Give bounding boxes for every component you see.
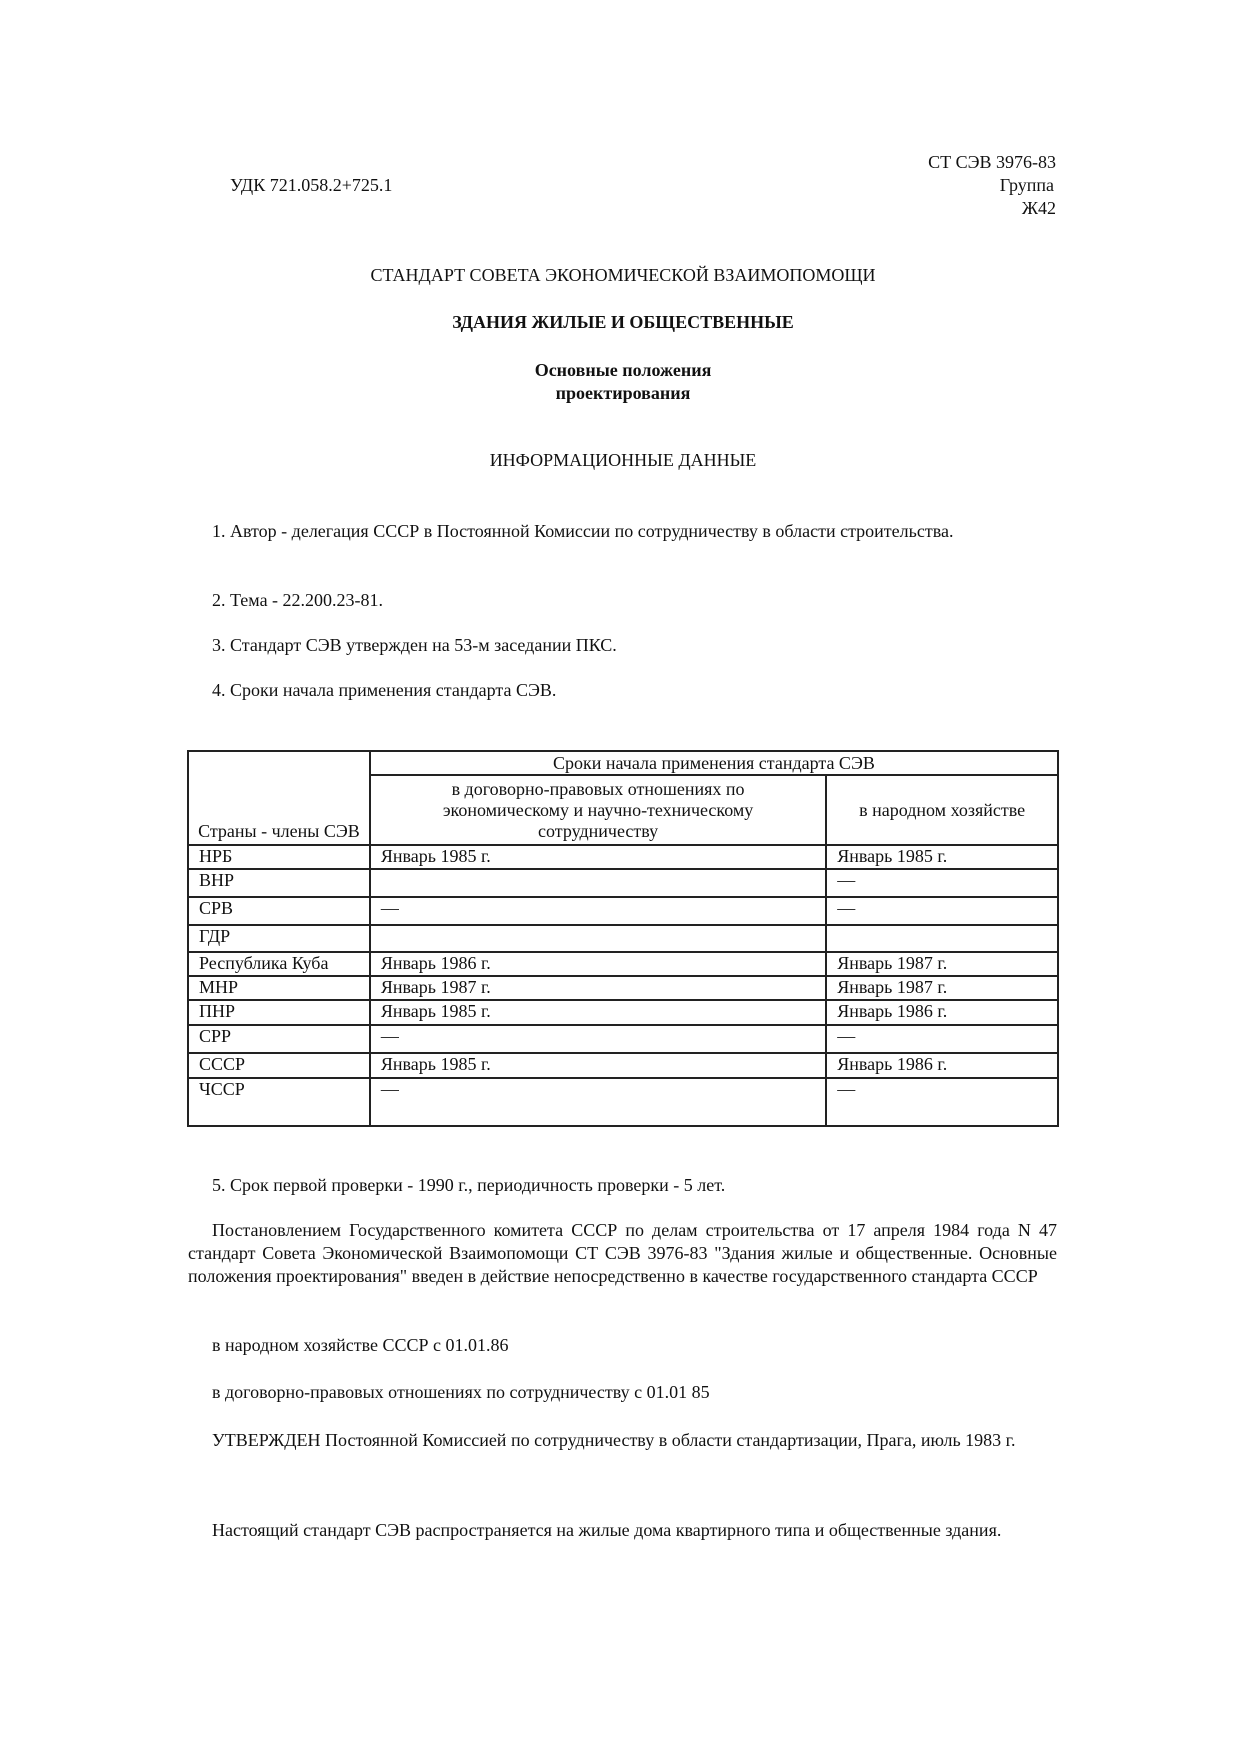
application-terms-table <box>187 750 1059 1127</box>
cell-contract: Январь 1985 г. <box>370 1053 826 1078</box>
header-country: Страны - члены СЭВ <box>188 751 370 845</box>
table-row <box>188 1078 1058 1126</box>
section-title: ИНФОРМАЦИОННЫЕ ДАННЫЕ <box>489 450 757 470</box>
cell-country: СРВ <box>188 897 370 925</box>
cell-contract <box>370 925 826 952</box>
decree-paragraph: Постановлением Государственного комитета СССР по делам строительства от 17 апреля 1984 года N 47 стандарт Совета Экономической Взаимопомощи СТ СЭВ 3976-83 "Здания жилые и общественные. Основные положения проектирования" введен в действие непосредственно в качестве государственного стандарта СССР <box>188 1220 1057 1286</box>
contract-date: в договорно-правовых отношениях по сотрудничеству с 01.01 85 <box>212 1382 710 1402</box>
scope-paragraph: Настоящий стандарт СЭВ распространяется на жилые дома квартирного типа и общественные здания. <box>212 1520 1002 1540</box>
table-row <box>188 1000 1058 1025</box>
cell-country: ГДР <box>188 925 370 952</box>
cell-economy: Январь 1987 г. <box>826 976 1058 1000</box>
cell-economy: — <box>826 869 1058 897</box>
cell-economy <box>826 925 1058 952</box>
cell-country: СРР <box>188 1025 370 1053</box>
table-row <box>188 952 1058 976</box>
cell-contract: — <box>370 1078 826 1126</box>
cell-economy: Январь 1986 г. <box>826 1000 1058 1025</box>
table-row <box>188 869 1058 897</box>
standard-code: СТ СЭВ 3976-83 <box>928 152 1056 172</box>
cell-country: СССР <box>188 1053 370 1078</box>
cell-country: МНР <box>188 976 370 1000</box>
cell-contract: Январь 1985 г. <box>370 1000 826 1025</box>
document-subtitle <box>188 359 1058 405</box>
subtitle-line-2: проектирования <box>555 383 691 403</box>
item-3: 3. Стандарт СЭВ утвержден на 53-м заседании ПКС. <box>212 635 617 655</box>
cell-economy: — <box>826 897 1058 925</box>
cell-country: ВНР <box>188 869 370 897</box>
economy-date: в народном хозяйстве СССР с 01.01.86 <box>212 1335 509 1355</box>
approved-paragraph: УТВЕРЖДЕН Постоянной Комиссией по сотрудничеству в области стандартизации, Прага, июль 1983 г. <box>212 1430 1016 1450</box>
cell-contract <box>370 869 826 897</box>
cell-economy: — <box>826 1078 1058 1126</box>
table-row <box>188 1053 1058 1078</box>
cell-economy: Январь 1985 г. <box>826 845 1058 869</box>
group-label: Группа <box>999 175 1054 195</box>
cell-economy: — <box>826 1025 1058 1053</box>
cell-contract: — <box>370 1025 826 1053</box>
item-5: 5. Срок первой проверки - 1990 г., периодичность проверки - 5 лет. <box>212 1175 726 1195</box>
header-group: Сроки начала применения стандарта СЭВ <box>370 751 1058 775</box>
subtitle-line-1: Основные положения <box>534 360 712 380</box>
cell-country: ПНР <box>188 1000 370 1025</box>
cell-contract: Январь 1985 г. <box>370 845 826 869</box>
item-2: 2. Тема - 22.200.23-81. <box>212 590 384 610</box>
table-row <box>188 925 1058 952</box>
cell-contract: Январь 1987 г. <box>370 976 826 1000</box>
header-contract: в договорно-правовых отношениях по экономическому и научно-техническому сотрудничеству <box>370 775 826 845</box>
cell-economy: Январь 1987 г. <box>826 952 1058 976</box>
cell-country: ЧССР <box>188 1078 370 1126</box>
cell-contract: — <box>370 897 826 925</box>
cell-country: Республика Куба <box>188 952 370 976</box>
standard-code-block <box>928 151 1056 220</box>
item-4: 4. Сроки начала применения стандарта СЭВ. <box>212 680 557 700</box>
item-1: 1. Автор - делегация СССР в Постоянной Комиссии по сотрудничеству в области строительства. <box>212 521 954 541</box>
header-economy: в народном хозяйстве <box>826 775 1058 845</box>
table-row <box>188 1025 1058 1053</box>
udk-code: УДК 721.058.2+725.1 <box>230 175 393 195</box>
cell-country: НРБ <box>188 845 370 869</box>
cell-economy: Январь 1986 г. <box>826 1053 1058 1078</box>
table-row <box>188 845 1058 869</box>
cell-contract: Январь 1986 г. <box>370 952 826 976</box>
group-code: Ж42 <box>1021 198 1056 218</box>
table-row <box>188 976 1058 1000</box>
document-title: ЗДАНИЯ ЖИЛЫЕ И ОБЩЕСТВЕННЫЕ <box>452 312 794 332</box>
table-row <box>188 897 1058 925</box>
org-title: СТАНДАРТ СОВЕТА ЭКОНОМИЧЕСКОЙ ВЗАИМОПОМОЩИ <box>370 265 876 285</box>
